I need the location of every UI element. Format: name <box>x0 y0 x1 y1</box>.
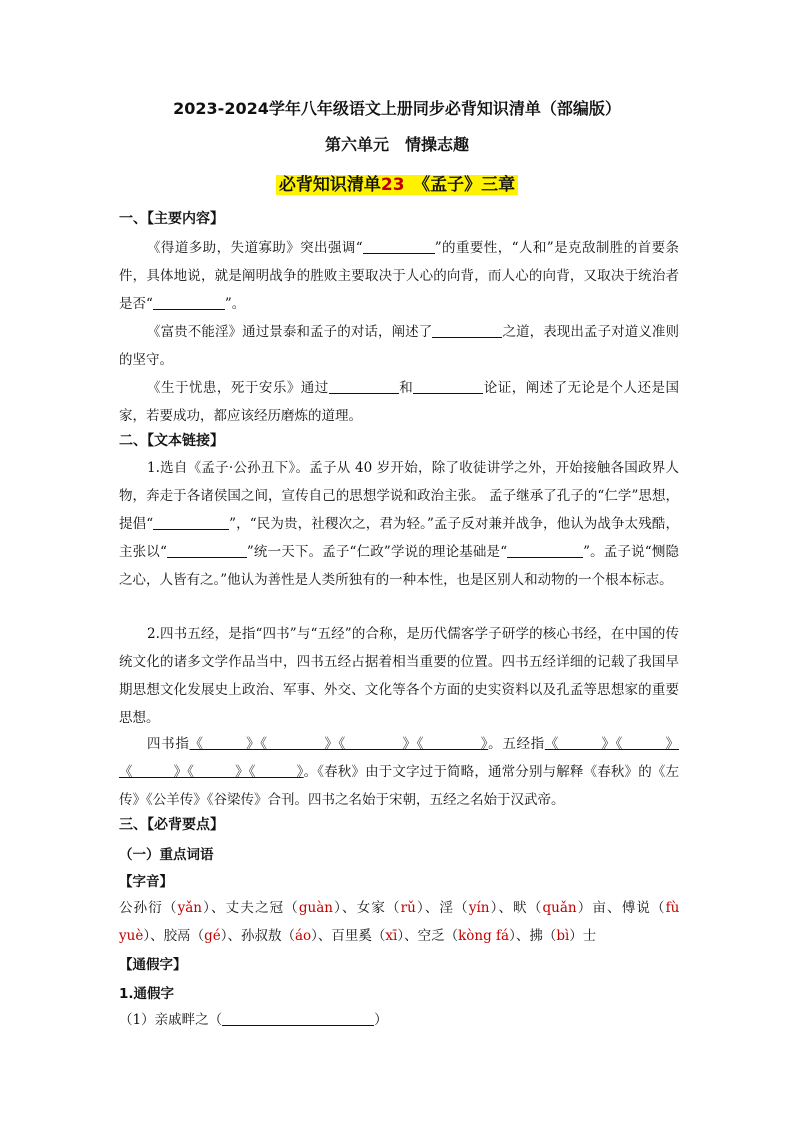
pronunciation-word: 公孙衍 <box>119 900 163 916</box>
subheading-tongjia: 1.通假字 <box>119 986 175 1002</box>
pronunciation-word: 傅说 <box>621 900 651 916</box>
fill-blank[interactable] <box>432 323 502 338</box>
pinyin: guàn <box>298 900 333 916</box>
section-heading-key-points: 三、【必背要点】 <box>119 817 224 833</box>
four-books-blanks[interactable]: 《 》《 》《 》《 》 <box>189 736 489 752</box>
pronunciation-word: 拂 <box>529 928 543 944</box>
pinyin: yǎn <box>177 900 202 916</box>
subheading-key-words: （一）重点词语 <box>119 847 214 863</box>
paragraph-main-2: 《富贵不能淫》通过景泰和孟子的对话，阐述了 之道，表现出孟子对道义准则的坚守。 <box>119 324 680 368</box>
pinyin: xī <box>385 928 398 944</box>
paragraph-link-1: 1.选自《孟子·公孙丑下》。孟子从 40 岁开始，除了收徒讲学之外，开始接触各国政界人物，奔走于各诸侯国之间，宣传自己的思想学说和政治主张。 孟子继承了孔子的“仁学”思想，提倡“ ”，“民为贵，社稷次之，君为轻。”孟子反对兼并战争，他认为战争太残酷，主张以“ ”统一天下。孟子“仁政”学说的理论基础是“ ”。孟子说“恻隐之心，人皆有之。”他认为善性是人类所独有的一种本性，也是区别人和动物的一个根本标志。 <box>119 460 680 588</box>
pronunciation-word: 胶鬲 <box>163 928 191 944</box>
list-title <box>0 170 794 195</box>
paragraph-main-1: 《得道多助，失道寡助》突出强调“ ”的重要性，“人和”是克敌制胜的首要条件，具体地说，就是阐明战争的胜败主要取决于人心的向背，而人心的向背，又取决于统治者是否“ ”。 <box>119 240 679 312</box>
paragraph-link-2: 2.四书五经，是指“四书”与“五经”的合称，是历代儒客学子研学的核心书经，在中国的传统文化的诸多文学作品当中，四书五经占据着相当重要的位置。四书五经详细的记载了我国早期思想文化发展史上政治、军事、外交、文化等各个方面的史实资料以及孔孟等思想家的重要思想。 <box>119 626 679 726</box>
pinyin: yín <box>468 900 490 916</box>
label-pronunciation: 【字音】 <box>119 874 173 890</box>
document-title: 2023-2024学年八年级语文上册同步必背知识清单（部编版） <box>173 99 621 118</box>
pronunciation-word: 空乏 <box>417 928 445 944</box>
tongjia-item-1: （1）亲戚畔之（ ） <box>119 1012 388 1028</box>
section-heading-text-link: 二、【文本链接】 <box>119 433 224 449</box>
unit-title: 第六单元 情操志趣 <box>324 135 469 154</box>
pinyin: fù yuè <box>119 900 680 944</box>
label-tongjia: 【通假字】 <box>119 957 187 973</box>
fill-blank[interactable] <box>167 543 247 558</box>
pinyin: kòng fá <box>458 928 510 944</box>
fill-blank[interactable] <box>329 379 399 394</box>
pronunciation-list: 公孙衍（yǎn）、丈夫之冠（guàn）、女家（rǔ）、淫（yín）、畎（quǎn）亩、傅说（fù yuè）、胶鬲（gé）、孙叔敖（áo）、百里奚（xī）、空乏（kòng fá）、拂（bì）士 <box>119 900 680 944</box>
pronunciation-word: 淫 <box>439 900 455 916</box>
list-title-highlight: 必背知识清单23 《孟子》三章 <box>276 175 518 195</box>
section-heading-main-content: 一、【主要内容】 <box>119 211 224 227</box>
pronunciation-word: 孙叔敖 <box>240 928 282 944</box>
fill-blank[interactable] <box>507 543 583 558</box>
pronunciation-word: 丈夫之冠 <box>225 900 285 916</box>
paragraph-main-3: 《生于忧患，死于安乐》通过 和 论证，阐述了无论是个人还是国家，若要成功，都应该经历磨炼的道理。 <box>119 380 680 424</box>
pinyin: gé <box>204 928 221 944</box>
pronunciation-word: 女家 <box>356 900 386 916</box>
pronunciation-word-suffix: 亩 <box>592 900 608 916</box>
pronunciation-word: 百里奚 <box>331 928 372 944</box>
fill-blank[interactable] <box>153 515 229 530</box>
pronunciation-word-suffix: 士 <box>582 928 597 944</box>
fill-blank[interactable] <box>222 1011 374 1026</box>
pinyin: quǎn <box>542 900 577 916</box>
pronunciation-word: 畎 <box>513 900 528 916</box>
five-classics-blanks[interactable]: 《 》《 》《 》《 》《 》 <box>119 736 680 780</box>
fill-blank[interactable] <box>363 239 435 254</box>
paragraph-link-3: 四书指《 》《 》《 》《 》。五经指《 》《 》《 》《 》《 》。《春秋》由于文字过于简略，通常分别与解释《春秋》的《左传》《公羊传》《谷梁传》合刊。四书之名始于宋朝，五经之名始于汉武帝。 <box>119 736 680 808</box>
pinyin: rǔ <box>400 900 416 916</box>
fill-blank[interactable] <box>153 295 225 310</box>
pinyin: bì <box>556 928 570 944</box>
pinyin: áo <box>294 928 312 944</box>
fill-blank[interactable] <box>413 379 483 394</box>
